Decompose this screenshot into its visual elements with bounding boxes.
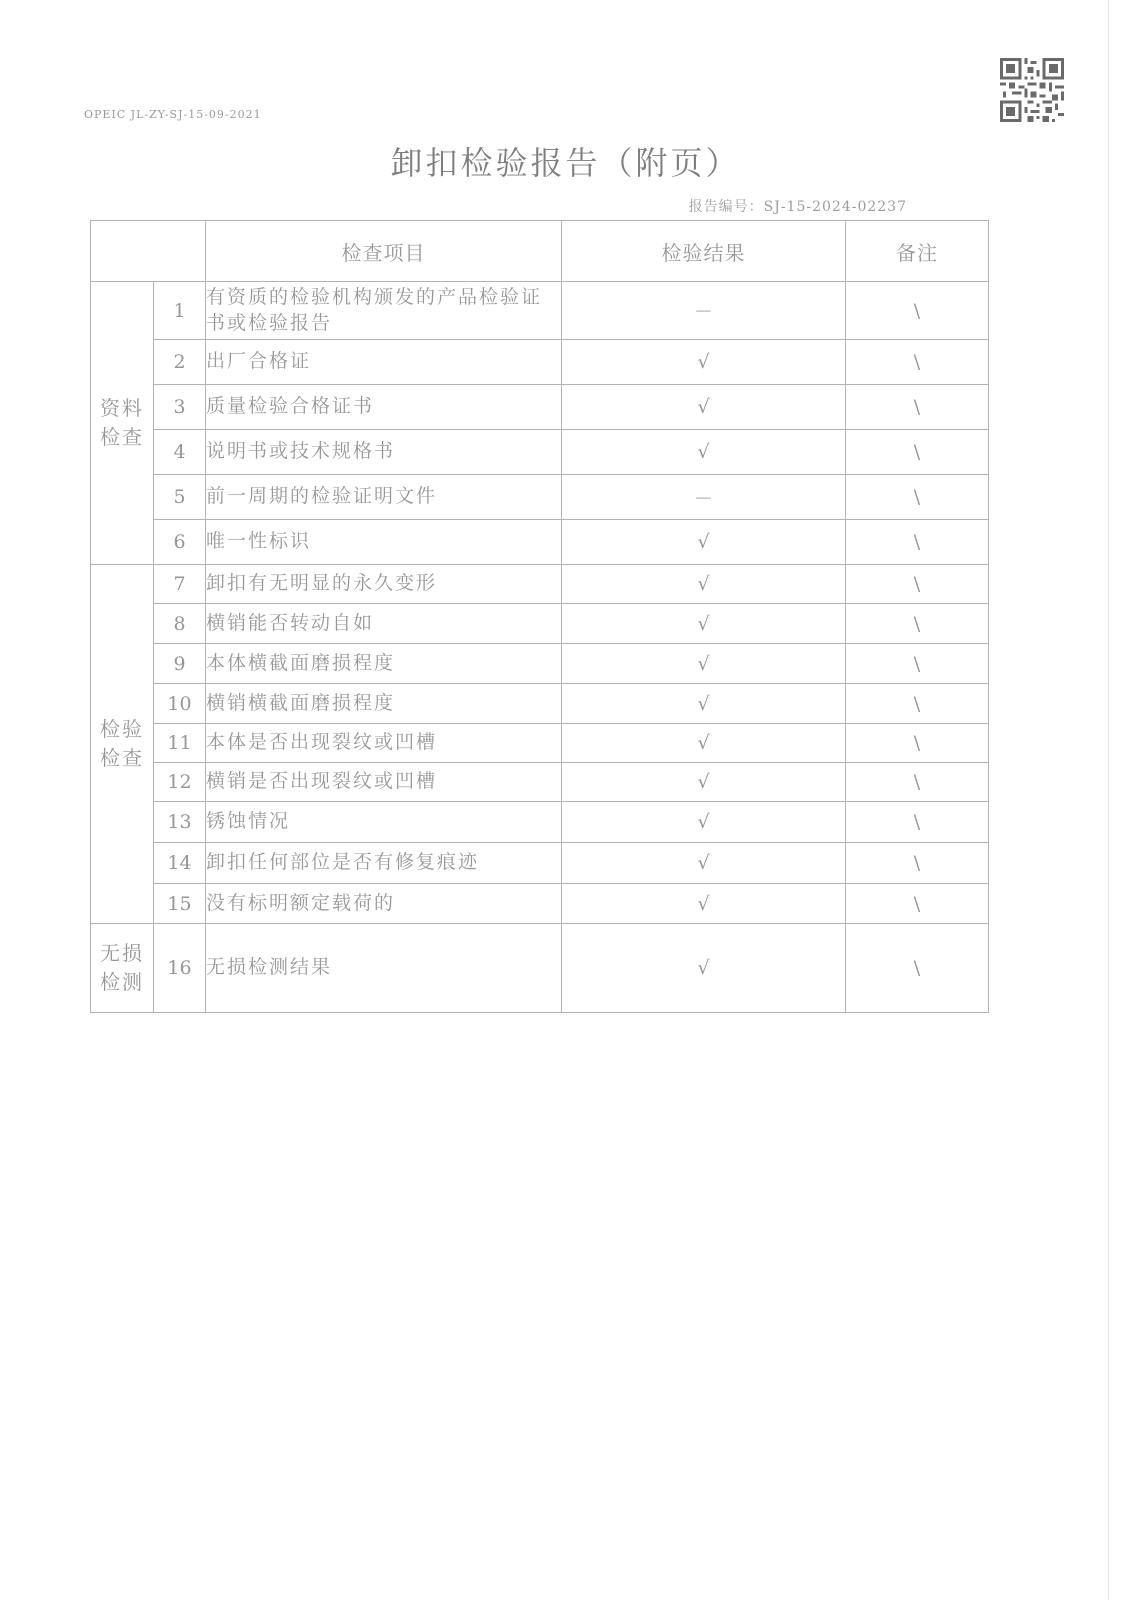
row-item: 横销横截面磨损程度 <box>206 684 562 724</box>
table-row <box>91 604 989 644</box>
row-number: 5 <box>154 475 206 520</box>
row-result: － <box>562 475 846 520</box>
row-result: √ <box>562 644 846 684</box>
row-item: 卸扣任何部位是否有修复痕迹 <box>206 843 562 884</box>
row-number: 13 <box>154 802 206 843</box>
table-header-row <box>91 221 989 282</box>
document-code: OPEIC JL-ZY-SJ-15-09-2021 <box>84 108 262 121</box>
row-number: 11 <box>154 724 206 763</box>
row-result: √ <box>562 430 846 475</box>
row-number: 4 <box>154 430 206 475</box>
row-number: 3 <box>154 385 206 430</box>
header-blank-cell <box>91 221 206 282</box>
row-number: 12 <box>154 763 206 802</box>
table-row <box>91 520 989 565</box>
row-number: 7 <box>154 565 206 604</box>
row-item: 无损检测结果 <box>206 924 562 1013</box>
row-result: － <box>562 282 846 340</box>
row-result: √ <box>562 884 846 924</box>
row-remark: \ <box>846 282 989 340</box>
row-item: 唯一性标识 <box>206 520 562 565</box>
page-edge-line <box>1108 0 1109 1600</box>
row-result: √ <box>562 763 846 802</box>
row-item: 本体横截面磨损程度 <box>206 644 562 684</box>
row-remark: \ <box>846 565 989 604</box>
row-number: 6 <box>154 520 206 565</box>
row-item: 横销能否转动自如 <box>206 604 562 644</box>
row-result: √ <box>562 802 846 843</box>
row-number: 9 <box>154 644 206 684</box>
table-row <box>91 644 989 684</box>
table-row <box>91 724 989 763</box>
report-number: 报告编号：SJ-15-2024-02237 <box>688 199 907 215</box>
table-row <box>91 340 989 385</box>
table-row <box>91 802 989 843</box>
table-row <box>91 565 989 604</box>
row-result: √ <box>562 843 846 884</box>
row-number: 15 <box>154 884 206 924</box>
row-remark: \ <box>846 520 989 565</box>
table-row <box>91 385 989 430</box>
table-row <box>91 475 989 520</box>
row-result: √ <box>562 604 846 644</box>
table-row <box>91 884 989 924</box>
row-result: √ <box>562 520 846 565</box>
row-result: √ <box>562 565 846 604</box>
row-number: 1 <box>154 282 206 340</box>
row-remark: \ <box>846 924 989 1013</box>
row-result: √ <box>562 724 846 763</box>
row-item: 有资质的检验机构颁发的产品检验证书或检验报告 <box>206 282 562 340</box>
table-row <box>91 763 989 802</box>
row-number: 14 <box>154 843 206 884</box>
inspection-table <box>90 220 989 1013</box>
table-row <box>91 684 989 724</box>
row-result: √ <box>562 924 846 1013</box>
row-item: 锈蚀情况 <box>206 802 562 843</box>
group-label: 资料检查 <box>91 282 154 565</box>
row-item: 卸扣有无明显的永久变形 <box>206 565 562 604</box>
row-item: 质量检验合格证书 <box>206 385 562 430</box>
column-header-remark: 备注 <box>846 221 989 282</box>
row-number: 8 <box>154 604 206 644</box>
group-label: 无损检测 <box>91 924 154 1013</box>
row-result: √ <box>562 684 846 724</box>
report-title: 卸扣检验报告（附页） <box>390 144 741 182</box>
column-header-item: 检查项目 <box>206 221 562 282</box>
row-remark: \ <box>846 763 989 802</box>
row-result: √ <box>562 340 846 385</box>
row-remark: \ <box>846 340 989 385</box>
row-remark: \ <box>846 430 989 475</box>
group-label: 检验检查 <box>91 565 154 924</box>
table-row <box>91 282 989 340</box>
row-remark: \ <box>846 475 989 520</box>
row-item: 前一周期的检验证明文件 <box>206 475 562 520</box>
row-remark: \ <box>846 802 989 843</box>
row-remark: \ <box>846 843 989 884</box>
row-item: 横销是否出现裂纹或凹槽 <box>206 763 562 802</box>
table-row <box>91 924 989 1013</box>
row-number: 2 <box>154 340 206 385</box>
qr-code-icon <box>1000 58 1064 122</box>
column-header-result: 检验结果 <box>562 221 846 282</box>
table-row <box>91 430 989 475</box>
table-row <box>91 843 989 884</box>
row-item: 出厂合格证 <box>206 340 562 385</box>
row-number: 10 <box>154 684 206 724</box>
row-result: √ <box>562 385 846 430</box>
row-number: 16 <box>154 924 206 1013</box>
row-remark: \ <box>846 684 989 724</box>
row-remark: \ <box>846 385 989 430</box>
row-item: 没有标明额定载荷的 <box>206 884 562 924</box>
row-item: 说明书或技术规格书 <box>206 430 562 475</box>
row-remark: \ <box>846 604 989 644</box>
row-item: 本体是否出现裂纹或凹槽 <box>206 724 562 763</box>
row-remark: \ <box>846 884 989 924</box>
row-remark: \ <box>846 724 989 763</box>
row-remark: \ <box>846 644 989 684</box>
